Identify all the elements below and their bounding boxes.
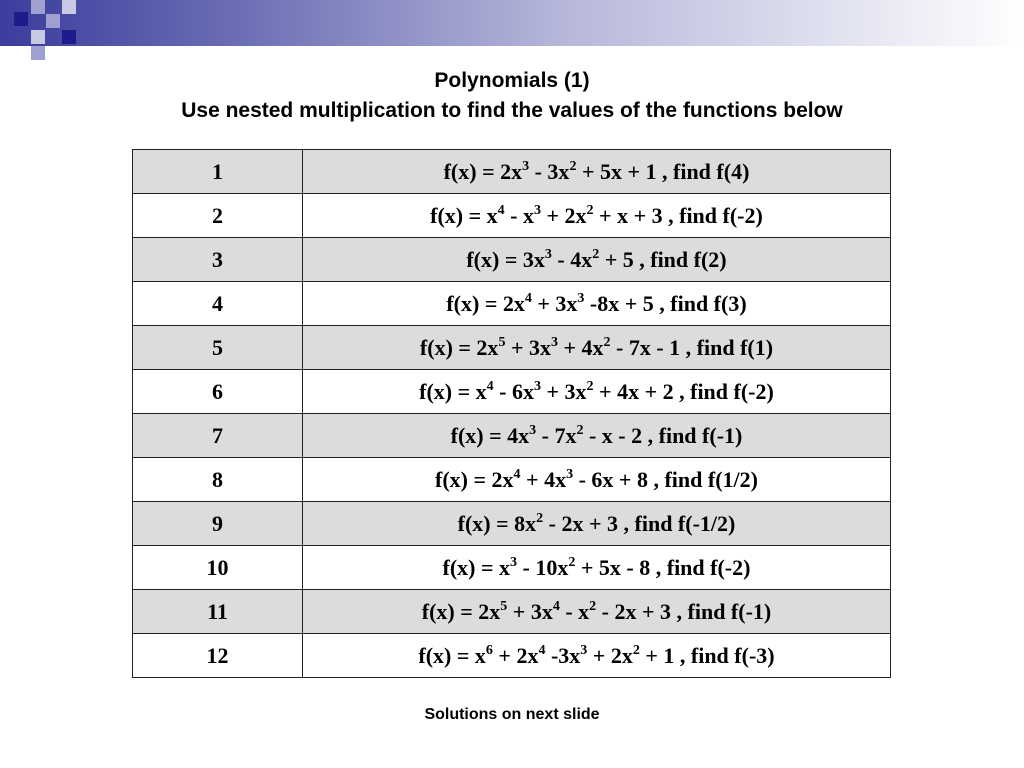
square-dark [62,30,76,44]
polynomial-expression [303,238,891,282]
exponent: 3 [510,554,518,570]
problem-number: 7 [133,414,303,458]
square-light [46,14,60,28]
expression-text: + 2x [492,642,539,668]
exponent: 4 [524,290,532,306]
polynomial-expression [303,502,891,546]
expression-text: + 5 , find f(2) [599,246,727,272]
square-light [31,46,45,60]
expression-text: - 2x + 3 , find f(-1/2) [543,510,736,536]
expression-text: - 3x [529,158,570,184]
expression-text: - 6x [493,378,534,404]
expression-text: f(x) = x [430,202,498,228]
exponent: 3 [534,378,541,394]
expression-text: f(x) = 8x [457,510,537,536]
expression-text: + 4x + 2 , find f(-2) [593,378,774,404]
exponent: 2 [632,642,640,658]
expression-text: f(x) = 3x [466,246,545,272]
polynomial-expression [303,546,891,590]
exponent: 3 [550,334,558,350]
expression-text: f(x) = 2x [443,158,523,184]
expression-text: f(x) = x [419,378,487,404]
footer-note: Solutions on next slide [424,706,600,723]
expression-text: - x - 2 , find f(-1) [583,422,743,448]
expression-text: + 3x [541,378,587,404]
square-dark [14,12,28,26]
expression-text: + 3x [507,598,553,624]
expression-text: - 7x - 1 , find f(1) [610,334,774,360]
polynomial-expression [303,194,891,238]
exponent: 2 [569,158,577,174]
exponent: 2 [603,334,611,350]
expression-text: f(x) = 4x [450,422,530,448]
problem-number: 8 [133,458,303,502]
exponent: 2 [592,246,600,262]
exponent: 4 [552,598,560,614]
polynomial-expression [303,150,891,194]
expression-text: + 5x + 1 , find f(4) [576,158,750,184]
polynomial-expression [303,282,891,326]
table-row [133,238,891,282]
expression-text: + 3x [531,290,578,316]
polynomial-table [132,149,891,678]
square-light [31,0,45,14]
polynomial-expression [303,414,891,458]
table-row [133,150,891,194]
exponent: 3 [580,642,588,658]
expression-text: + 2x [541,202,587,228]
exponent: 5 [498,334,506,350]
polynomial-expression [303,458,891,502]
expression-text: + x + 3 , find f(-2) [593,202,763,228]
expression-text: f(x) = 2x [421,598,501,624]
expression-text: + 4x [557,334,604,360]
polynomial-expression [303,590,891,634]
exponent: 3 [544,246,552,262]
problem-number: 1 [133,150,303,194]
expression-text: + 4x [520,466,567,492]
exponent: 6 [485,642,493,658]
exponent: 2 [586,378,594,394]
expression-text: - 6x + 8 , find f(1/2) [573,466,758,492]
slide-title: Polynomials (1) [434,69,590,92]
square-pale [62,0,76,14]
expression-text: - 4x [551,246,593,272]
exponent: 3 [577,290,585,306]
expression-text: - x [504,202,534,228]
table-row [133,502,891,546]
expression-text: f(x) = x [418,642,486,668]
exponent: 2 [576,422,584,438]
exponent: 3 [534,202,541,218]
exponent: 2 [586,202,594,218]
table-row [133,634,891,678]
expression-text: - 2x + 3 , find f(-1) [596,598,772,624]
expression-text: - x [559,598,590,624]
expression-text: f(x) = x [442,554,511,580]
problem-number: 5 [133,326,303,370]
exponent: 4 [538,642,546,658]
polynomial-expression [303,634,891,678]
exponent: 4 [486,378,494,394]
problem-number: 10 [133,546,303,590]
expression-text: + 1 , find f(-3) [639,642,775,668]
table-row [133,414,891,458]
expression-text: f(x) = 2x [419,334,499,360]
expression-text: - 7x [536,422,577,448]
exponent: 3 [522,158,530,174]
header-gradient-band [0,0,1024,46]
exponent: 5 [500,598,508,614]
problem-number: 11 [133,590,303,634]
expression-text: -3x [545,642,581,668]
problem-number: 3 [133,238,303,282]
table-row [133,282,891,326]
exponent: 3 [529,422,537,438]
problem-number: 4 [133,282,303,326]
table-row [133,326,891,370]
exponent: 4 [497,202,505,218]
expression-text: -8x + 5 , find f(3) [584,290,747,316]
expression-text: - 10x [517,554,569,580]
square-pale [31,30,45,44]
problem-number: 12 [133,634,303,678]
table-row [133,546,891,590]
expression-text: f(x) = 2x [446,290,525,316]
expression-text: f(x) = 2x [435,466,514,492]
problem-number: 2 [133,194,303,238]
exponent: 3 [566,466,574,482]
problem-number: 9 [133,502,303,546]
polynomial-expression [303,326,891,370]
exponent: 2 [536,510,544,526]
exponent: 2 [568,554,576,570]
expression-text: + 3x [505,334,551,360]
table-row [133,194,891,238]
table-row [133,370,891,414]
table-row [133,458,891,502]
exponent: 4 [513,466,521,482]
polynomial-expression [303,370,891,414]
expression-text: + 2x [587,642,633,668]
problem-number: 6 [133,370,303,414]
exponent: 2 [589,598,597,614]
expression-text: + 5x - 8 , find f(-2) [575,554,751,580]
table-row [133,590,891,634]
slide-subtitle: Use nested multiplication to find the values of the functions below [181,99,843,122]
slide-heading [0,66,1024,126]
